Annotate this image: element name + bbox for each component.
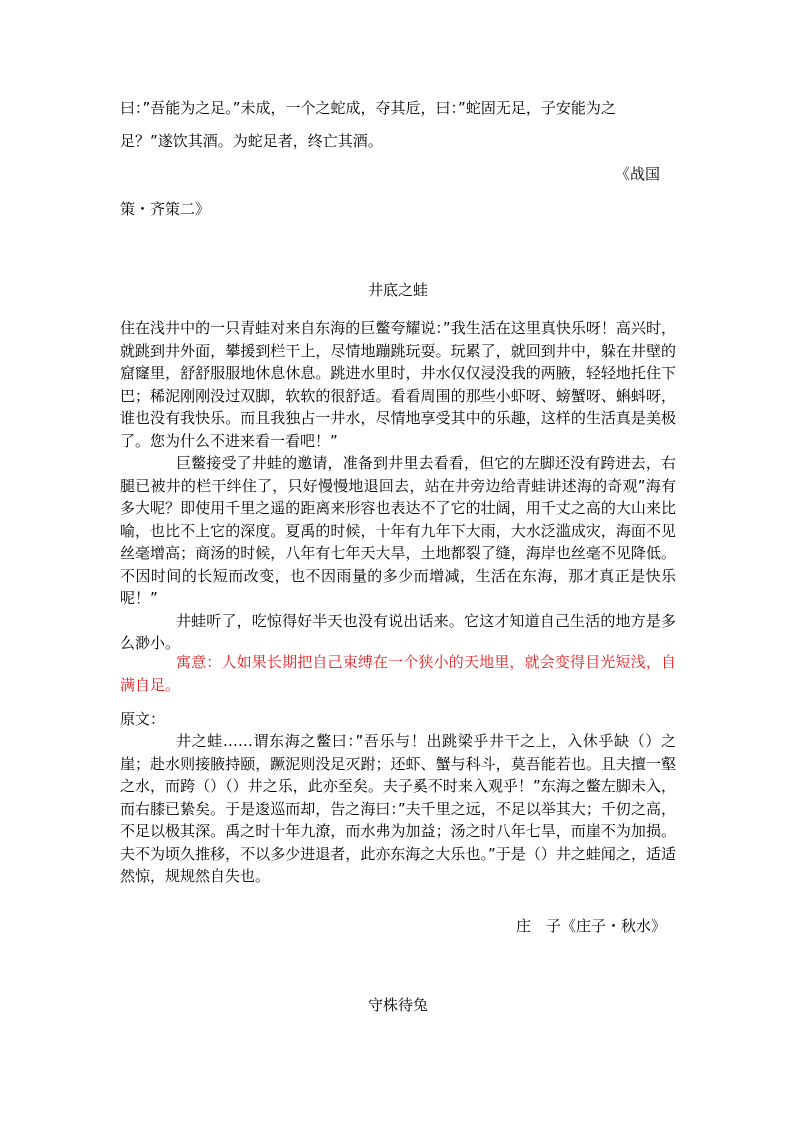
document-page — [120, 0, 676, 1123]
source-zhanguo-part1: 《战国 — [614, 165, 660, 183]
source-zhuangzi: 庄 子《庄子・秋水》 — [515, 917, 666, 935]
original-label: 原文： — [120, 710, 166, 728]
story-moral: 寓意：人如果长期把自己束缚在一个狭小的天地里，就会变得目光短浅，自满自足。 — [120, 653, 676, 694]
story-paragraph-2: 巨鳖接受了井蛙的邀请，准备到井里去看看，但它的左脚还没有跨进去，右腿已被井的栏干绊住了，只好慢慢地退回去，站在井旁边给青蛙讲述海的奇观”海有多大呢？即使用千里之遥的距离来形容也表达不了它的壮阔，用千丈之高的大山来比喻，也比不上它的深度。夏禹的时候，十年有九年下大雨，大水泛滥成灾，海面不见丝毫增高；商汤的时候，八年有七年天大旱，土地都裂了缝，海岸也丝毫不见降低。不因时间的长短而改变，也不因雨量的多少而增减，生活在东海，那才真正是快乐呢！” — [120, 454, 676, 607]
source-zhanguo-part2: 策・齐策二》 — [120, 200, 211, 218]
original-text: 井之蛙……谓东海之鳖曰：”吾乐与！出跳梁乎井干之上，入休乎缺（）之崖；赴水则接腋持颐，蹶泥则没足灭跗；还虾、蟹与科斗，莫吾能若也。且夫擅一壑之水，而跨（）（）井之乐，此亦至矣。夫子奚不时来入观乎！”东海之鳖左脚未入，而右膝已絷矣。于是逡巡而却，告之海曰：”夫千里之远，不足以举其大；千仞之高，不足以极其深。禹之时十年九潦，而水弗为加益；汤之时八年七旱，而崖不为加损。夫不为顷久推移，不以多少进退者，此亦东海之大乐也。”于是（）井之蛙闻之，适适然惊，规规然自失也。 — [120, 732, 676, 885]
story-paragraph-3: 井蛙听了，吃惊得好半天也没有说出话来。它这才知道自己生活的地方是多么渺小。 — [120, 611, 676, 652]
story-title-frog: 井底之蛙 — [367, 281, 428, 299]
next-story-title: 守株待兔 — [367, 996, 428, 1014]
intro-line-1: 曰：”吾能为之足。”未成，一个之蛇成，夺其卮，曰：”蛇固无足，子安能为之 — [120, 99, 616, 117]
story-body-frog — [120, 317, 676, 655]
story-paragraph-1: 住在浅井中的一只青蛙对来自东海的巨鳖夸耀说：”我生活在这里真快乐呀！高兴时，就跳到井外面，攀援到栏干上，尽情地蹦跳玩耍。玩累了，就回到井中，躲在井壁的窟窿里，舒舒服服地休息休息。跳进水里时，井水仅仅浸没我的两腋，轻轻地托住下巴；稀泥刚刚没过双脚，软软的很舒适。看看周围的那些小虾呀、螃蟹呀、蝌蚪呀，谁也没有我快乐。而且我独占一井水，尽情地享受其中的乐趣，这样的生活真是美极了。您为什么不进来看一看吧！” — [120, 319, 676, 450]
intro-line-2: 足？”遂饮其酒。为蛇足者，终亡其酒。 — [120, 132, 383, 150]
